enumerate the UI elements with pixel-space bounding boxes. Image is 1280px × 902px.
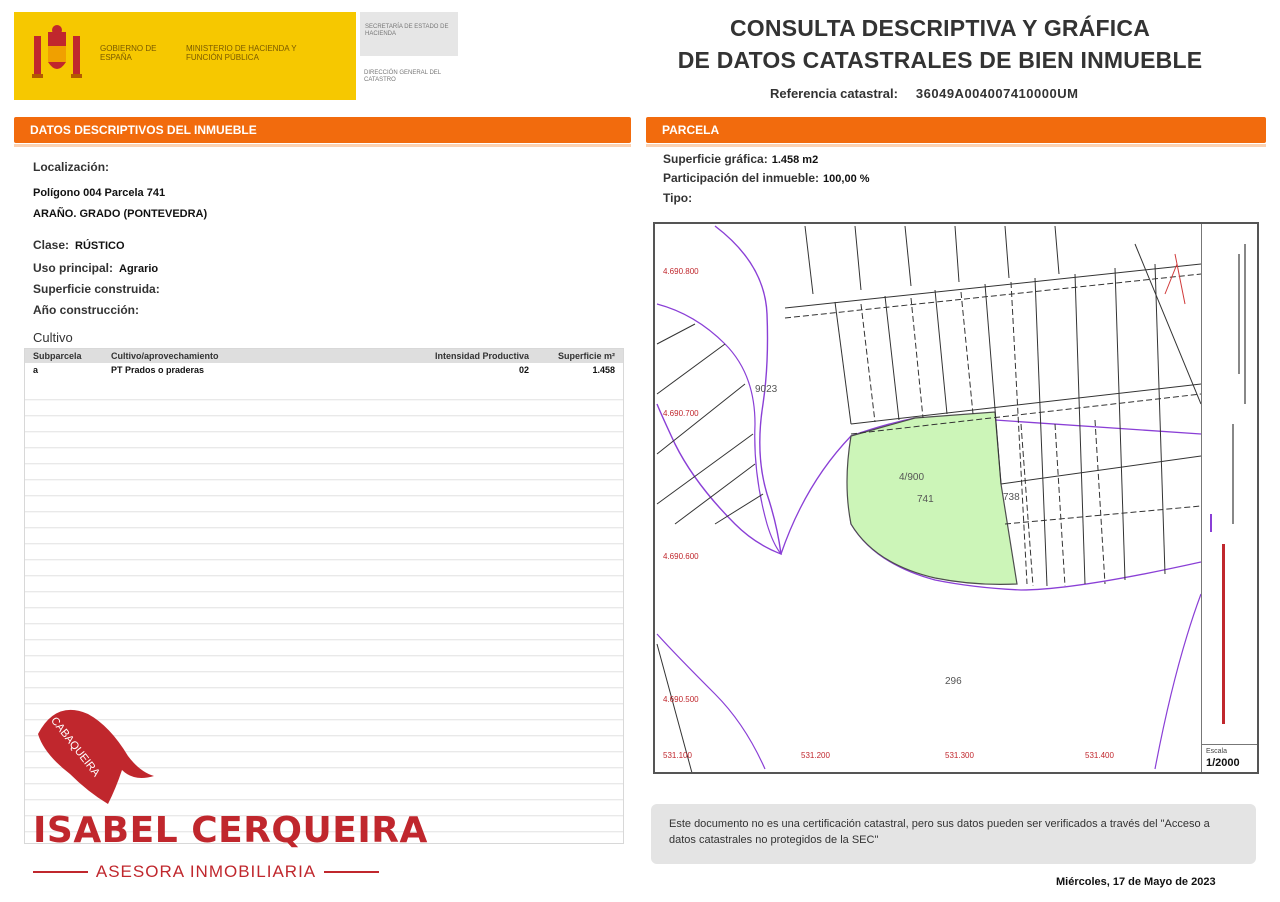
clase-label: Clase: xyxy=(33,238,70,252)
svg-text:4.690.600: 4.690.600 xyxy=(663,552,699,561)
svg-text:4.690.700: 4.690.700 xyxy=(663,409,699,418)
cell-cultivo: PT Prados o praderas xyxy=(111,365,205,375)
header-superficie: Superficie m² xyxy=(557,351,615,361)
map-label-parcel-id: 4/900 xyxy=(899,472,925,483)
direccion-label: DIRECCIÓN GENERAL DEL CATASTRO xyxy=(364,70,441,83)
scale-label: Escala xyxy=(1206,748,1228,755)
brand-subtitle-text: ASESORA INMOBILIARIA xyxy=(95,862,317,881)
header-intensidad: Intensidad Productiva xyxy=(434,351,529,361)
tipo-label: Tipo: xyxy=(663,191,693,205)
map-scale xyxy=(1201,744,1257,772)
location-line-2: ARAÑO. GRADO (PONTEVEDRA) xyxy=(33,208,208,220)
clase-value: RÚSTICO xyxy=(75,240,125,252)
superficie-grafica-label: Superficie gráfica: xyxy=(663,152,768,166)
uso-field xyxy=(33,261,158,275)
map-label-edge: 738 xyxy=(1003,492,1020,503)
disclaimer-note: Este documento no es una certificación catastral, pero sus datos pueden ser verificados a través del "Acceso a datos catastrales no protegidos de la SEC" xyxy=(651,804,1256,864)
cell-subparcela: a xyxy=(33,365,39,375)
header-cultivo: Cultivo/aprovechamiento xyxy=(111,351,219,361)
map-label-neighbor2: 296 xyxy=(945,676,962,687)
svg-text:531.100: 531.100 xyxy=(663,751,692,760)
brand-rule-right xyxy=(324,871,379,873)
brand-subtitle xyxy=(33,862,379,882)
svg-text:4.690.800: 4.690.800 xyxy=(663,267,699,276)
superficie-grafica-field xyxy=(663,152,818,166)
map-label-parcel-num: 741 xyxy=(917,494,934,505)
svg-text:531.200: 531.200 xyxy=(801,751,830,760)
cell-superficie: 1.458 xyxy=(592,365,615,375)
header-subparcela: Subparcela xyxy=(33,351,82,361)
gov-logo-block xyxy=(14,12,356,100)
page-title xyxy=(660,12,1220,76)
brand-logo-icon xyxy=(36,704,158,808)
map-label-neighbor1: 9023 xyxy=(755,384,778,395)
participacion-value: 100,00 % xyxy=(823,173,870,185)
table-row xyxy=(25,363,623,377)
ref-label: Referencia catastral: xyxy=(770,86,898,101)
svg-text:531.400: 531.400 xyxy=(1085,751,1114,760)
superficie-grafica-value: 1.458 m2 xyxy=(771,154,819,166)
footer-date: Miércoles, 17 de Mayo de 2023 xyxy=(1056,876,1216,888)
svg-text:4.690.500: 4.690.500 xyxy=(663,695,699,704)
uso-label: Uso principal: xyxy=(33,261,114,275)
clase-field xyxy=(33,238,125,252)
scale-value: 1/2000 xyxy=(1206,757,1240,769)
title-line-1: CONSULTA DESCRIPTIVA Y GRÁFICA xyxy=(729,15,1151,41)
cell-intensidad: 02 xyxy=(518,365,529,375)
uso-value: Agrario xyxy=(119,263,159,275)
map-legend xyxy=(1201,224,1257,746)
coat-of-arms-icon xyxy=(28,24,86,86)
ministry-name: MINISTERIO DE HACIENDA Y FUNCIÓN PÚBLICA xyxy=(186,44,297,62)
svg-text:531.300: 531.300 xyxy=(945,751,974,760)
reference-catastral xyxy=(770,86,1078,101)
legend-graphic xyxy=(1202,224,1258,746)
participacion-label: Participación del inmueble: xyxy=(663,171,820,185)
localizacion-label: Localización: xyxy=(33,160,110,174)
title-line-2: DE DATOS CATASTRALES DE BIEN INMUEBLE xyxy=(677,47,1203,73)
anio-construccion-label: Año construcción: xyxy=(33,303,140,317)
section-bar-parcela: PARCELA xyxy=(646,117,1266,143)
section-bar-descriptive: DATOS DESCRIPTIVOS DEL INMUEBLE xyxy=(14,117,631,143)
gov-name: GOBIERNO DE ESPAÑA xyxy=(100,44,157,62)
cadastral-map[interactable] xyxy=(653,222,1259,774)
table-header xyxy=(25,349,623,363)
participacion-field xyxy=(663,171,870,185)
brand-rule-left xyxy=(33,871,88,873)
map-drawing xyxy=(655,224,1201,772)
brand-mark-text: CABAQUEIRA xyxy=(48,714,103,780)
superficie-construida-label: Superficie construida: xyxy=(33,282,160,296)
secretaria-label: SECRETARÍA DE ESTADO DE HACIENDA xyxy=(360,12,458,56)
location-line-1: Polígono 004 Parcela 741 xyxy=(33,187,166,199)
brand-name: ISABEL CERQUEIRA xyxy=(33,810,428,851)
cultivo-label: Cultivo xyxy=(33,330,73,345)
ref-value: 36049A004007410000UM xyxy=(915,86,1079,101)
